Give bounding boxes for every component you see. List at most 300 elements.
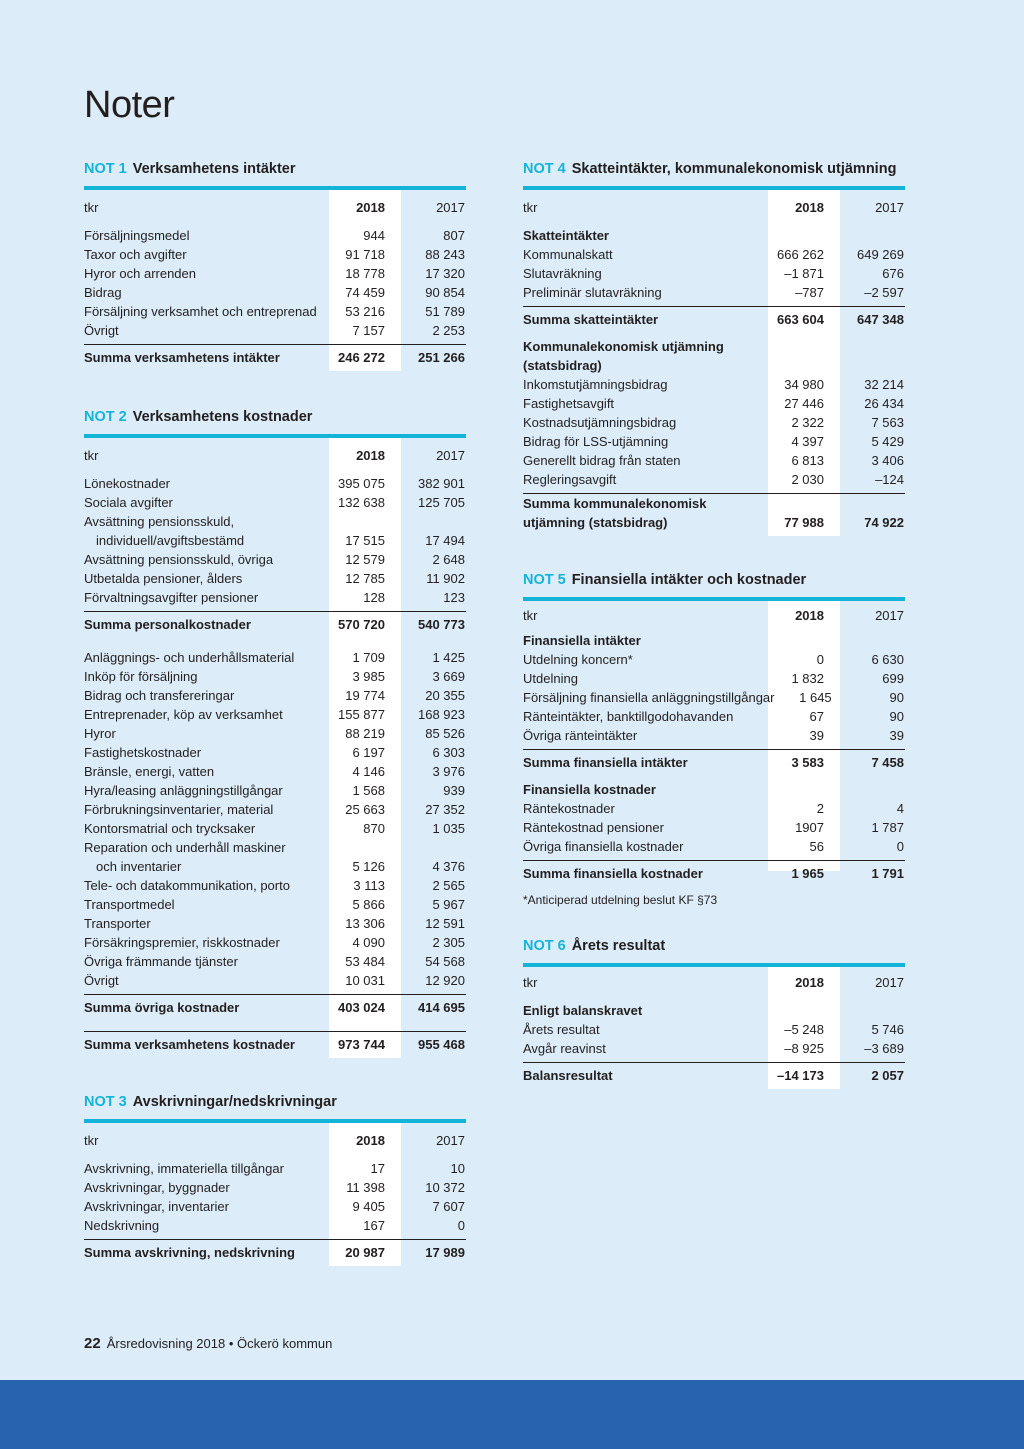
- row-label: Övriga finansiella kostnader: [523, 839, 684, 854]
- value-2017: 125 705: [418, 495, 465, 510]
- row-label: Försäkringspremier, riskkostnader: [84, 935, 280, 950]
- row-label: Ränteintäkter, banktillgodohavanden: [523, 709, 734, 724]
- header-unit: tkr: [84, 448, 99, 463]
- sum-row: [523, 306, 905, 333]
- note-table: [84, 1123, 466, 1266]
- sum-label: Summa kommunalekonomisk: [523, 496, 707, 511]
- header-year-2018: 2018: [356, 1133, 385, 1148]
- bottom-band: [0, 1380, 1024, 1449]
- section-heading-cont: (statsbidrag): [523, 358, 602, 373]
- value-2018: 91 718: [345, 247, 385, 262]
- header-year-2018: 2018: [795, 608, 824, 623]
- value-2018: 4 397: [791, 434, 824, 449]
- value-2018: 944: [363, 228, 385, 243]
- table-row: [84, 838, 466, 857]
- table-row: [84, 1178, 466, 1197]
- table-row: [523, 688, 905, 707]
- row-label: Reparation och underhåll maskiner: [84, 840, 286, 855]
- value-2017: 4: [896, 801, 904, 816]
- value-2017: 54 568: [425, 954, 465, 969]
- row-label: Taxor och avgifter: [84, 247, 187, 262]
- value-2018: 666 262: [777, 247, 824, 262]
- value-2017: 939: [443, 783, 465, 798]
- sum-2018: 246 272: [338, 350, 385, 365]
- table-row: [84, 648, 466, 667]
- note-heading: [523, 569, 905, 601]
- table-row: [84, 819, 466, 838]
- note-number: NOT 6: [523, 938, 566, 954]
- table-row: [523, 283, 905, 302]
- table-row: [84, 321, 466, 340]
- value-2017: 3 976: [432, 764, 465, 779]
- value-2018: 0: [816, 652, 824, 667]
- sum-2017: 1 791: [871, 866, 904, 881]
- table-row: [523, 451, 905, 470]
- value-2017: 2 305: [432, 935, 465, 950]
- row-label: Inköp för försäljning: [84, 669, 198, 684]
- row-label: Regleringsavgift: [523, 472, 617, 487]
- table-row: [84, 705, 466, 724]
- note-title: Skatteintäkter, kommunalekonomisk utjämning: [571, 161, 897, 177]
- header-unit: tkr: [84, 200, 99, 215]
- value-2017: 5 967: [432, 897, 465, 912]
- row-label: Övrigt: [84, 323, 119, 338]
- value-2017: 11 902: [426, 571, 465, 586]
- table-row: [523, 245, 905, 264]
- header-year-2018: 2018: [356, 448, 385, 463]
- row-label: Sociala avgifter: [84, 495, 173, 510]
- value-2018: 25 663: [345, 802, 385, 817]
- value-2017: 12 920: [425, 973, 465, 988]
- row-label: Avskrivning, immateriella tillgångar: [84, 1161, 284, 1176]
- note-heading: [84, 1091, 466, 1123]
- note-table: [523, 601, 905, 907]
- note-table: [84, 190, 466, 371]
- row-label: Förbrukningsinventarier, material: [84, 802, 274, 817]
- value-2018: 5 126: [352, 859, 385, 874]
- value-2017: 12 591: [425, 916, 465, 931]
- header-unit: tkr: [84, 1133, 99, 1148]
- header-year-2017: 2017: [875, 608, 904, 623]
- value-2017: 1 787: [871, 820, 904, 835]
- value-2018: 155 877: [338, 707, 385, 722]
- value-2017: 5 746: [871, 1022, 904, 1037]
- header-year-2017: 2017: [875, 200, 904, 215]
- table-row: [523, 707, 905, 726]
- row-label: Försäljningsmedel: [84, 228, 190, 243]
- sum-2017: 7 458: [871, 755, 904, 770]
- sum-label: Summa avskrivning, nedskrivning: [84, 1245, 295, 1260]
- section-heading: Kommunalekonomisk utjämning: [523, 339, 724, 354]
- value-2018: 74 459: [345, 285, 385, 300]
- header-unit: tkr: [523, 975, 538, 990]
- row-label: Anläggnings- och underhållsmaterial: [84, 650, 295, 665]
- table-row: [84, 895, 466, 914]
- table-row: [84, 512, 466, 531]
- sum-2018: 3 583: [791, 755, 824, 770]
- value-2018: 67: [809, 709, 824, 724]
- table-row: [84, 876, 466, 895]
- section-heading: Enligt balanskravet: [523, 1003, 643, 1018]
- value-2018: 870: [363, 821, 385, 836]
- header-year-2017: 2017: [436, 200, 465, 215]
- value-2018: –8 925: [784, 1041, 824, 1056]
- value-2018: 9 405: [352, 1199, 385, 1214]
- header-year-2018: 2018: [795, 975, 824, 990]
- value-2017: 2 565: [432, 878, 465, 893]
- sum-2018: 20 987: [345, 1245, 385, 1260]
- row-label: Kommunalskatt: [523, 247, 613, 262]
- sum-2017: 2 057: [871, 1068, 904, 1083]
- sum-2017: 647 348: [857, 312, 904, 327]
- total-row: [84, 1031, 466, 1058]
- row-label: Övriga ränteintäkter: [523, 728, 638, 743]
- sum-2017: 74 922: [864, 515, 904, 530]
- sum-label: Summa övriga kostnader: [84, 1000, 240, 1015]
- value-2018: 167: [363, 1218, 385, 1233]
- table-row: [84, 914, 466, 933]
- page-footer: [84, 1335, 332, 1352]
- value-2017: 2 253: [432, 323, 465, 338]
- row-label: Avgår reavinst: [523, 1041, 606, 1056]
- table-row: [84, 550, 466, 569]
- table-header: [523, 601, 905, 631]
- note-table: [84, 438, 466, 1058]
- table-row: [84, 971, 466, 990]
- value-2018: 53 484: [345, 954, 385, 969]
- value-2017: 6 630: [871, 652, 904, 667]
- row-label: Kontorsmatrial och trycksaker: [84, 821, 256, 836]
- row-label: Avsättning pensionsskuld,: [84, 514, 235, 529]
- value-2017: 168 923: [418, 707, 465, 722]
- sum-row: [84, 611, 466, 638]
- note-heading: [523, 158, 905, 190]
- page-number: 22: [84, 1335, 101, 1352]
- value-2018: 2: [816, 801, 824, 816]
- note-number: NOT 5: [523, 572, 566, 588]
- value-2017: 51 789: [425, 304, 465, 319]
- value-2017: 4 376: [432, 859, 465, 874]
- value-2017: –124: [875, 472, 904, 487]
- value-2018: 1 832: [791, 671, 824, 686]
- note-table: [523, 190, 905, 536]
- value-2017: 1 035: [432, 821, 465, 836]
- sum-2018: 663 604: [777, 312, 824, 327]
- note-6: [523, 935, 905, 1089]
- value-2017: 0: [457, 1218, 465, 1233]
- row-label: Generellt bidrag från staten: [523, 453, 681, 468]
- row-label: Förvaltningsavgifter pensioner: [84, 590, 259, 605]
- note-5: [523, 569, 905, 907]
- row-label: Räntekostnad pensioner: [523, 820, 664, 835]
- header-unit: tkr: [523, 608, 538, 623]
- table-row: [523, 1039, 905, 1058]
- value-2018: 34 980: [784, 377, 824, 392]
- header-year-2017: 2017: [436, 1133, 465, 1148]
- header-year-2018: 2018: [356, 200, 385, 215]
- table-row: [523, 818, 905, 837]
- sum-label: Summa verksamhetens intäkter: [84, 350, 280, 365]
- row-label: Transportmedel: [84, 897, 175, 912]
- total-2017: 955 468: [418, 1037, 465, 1052]
- value-2018: 1907: [795, 820, 824, 835]
- row-label: Avsättning pensionsskuld, övriga: [84, 552, 274, 567]
- value-2018: –787: [795, 285, 824, 300]
- header-year-2018: 2018: [795, 200, 824, 215]
- value-2018: 2 322: [791, 415, 824, 430]
- table-row: [84, 531, 466, 550]
- value-2017: 6 303: [432, 745, 465, 760]
- value-2018: 128: [363, 590, 385, 605]
- table-row: [84, 1159, 466, 1178]
- table-row: [84, 302, 466, 321]
- row-label: Slutavräkning: [523, 266, 602, 281]
- row-label: Övriga främmande tjänster: [84, 954, 238, 969]
- value-2017: 382 901: [418, 476, 465, 491]
- note-number: NOT 2: [84, 409, 127, 425]
- value-2018: 3 985: [352, 669, 385, 684]
- row-label: Räntekostnader: [523, 801, 615, 816]
- value-2017: 39: [889, 728, 904, 743]
- value-2017: 26 434: [864, 396, 904, 411]
- table-row: [84, 474, 466, 493]
- value-2018: –5 248: [784, 1022, 824, 1037]
- value-2018: 132 638: [338, 495, 385, 510]
- table-row: [84, 264, 466, 283]
- value-2018: 4 090: [352, 935, 385, 950]
- value-2017: [393, 512, 466, 531]
- value-2017: 88 243: [425, 247, 465, 262]
- note-table: [523, 967, 905, 1089]
- value-2017: 2 648: [432, 552, 465, 567]
- section-heading: Skatteintäkter: [523, 228, 609, 243]
- value-2018: 53 216: [345, 304, 385, 319]
- table-row: [523, 650, 905, 669]
- sum-2018: 1 965: [791, 866, 824, 881]
- sum-2017: 17 989: [425, 1245, 465, 1260]
- sum-row: [84, 1239, 466, 1266]
- sum-2017: 251 266: [418, 350, 465, 365]
- row-label: och inventarier: [96, 859, 182, 874]
- table-row: [523, 837, 905, 856]
- note-title: Verksamhetens intäkter: [132, 161, 296, 177]
- note-2: [84, 406, 466, 1058]
- total-2018: 973 744: [338, 1037, 385, 1052]
- row-label: Årets resultat: [523, 1022, 600, 1037]
- row-label: Fastighetsavgift: [523, 396, 615, 411]
- table-header: [523, 190, 905, 226]
- table-row: [84, 781, 466, 800]
- value-2017: 17 494: [425, 533, 465, 548]
- row-label: Utdelning: [523, 671, 578, 686]
- sum-2018: 77 988: [784, 515, 824, 530]
- row-label: Hyror och arrenden: [84, 266, 196, 281]
- table-row: [84, 569, 466, 588]
- table-row: [84, 1216, 466, 1235]
- value-2018: 13 306: [345, 916, 385, 931]
- value-2018: 1 709: [352, 650, 385, 665]
- row-label: Bidrag för LSS-utjämning: [523, 434, 669, 449]
- value-2017: 7 563: [871, 415, 904, 430]
- row-label: Bidrag: [84, 285, 122, 300]
- table-row: [84, 952, 466, 971]
- note-heading: [84, 158, 466, 190]
- sum-row: [523, 493, 905, 536]
- value-2018: 12 579: [345, 552, 385, 567]
- row-label: Entreprenader, köp av verksamhet: [84, 707, 283, 722]
- value-2017: 90: [889, 709, 904, 724]
- table-row: [84, 933, 466, 952]
- value-2018: 6 197: [352, 745, 385, 760]
- value-2017: 5 429: [871, 434, 904, 449]
- table-header: [84, 438, 466, 474]
- note-title: Verksamhetens kostnader: [132, 409, 313, 425]
- table-row: [84, 667, 466, 686]
- value-2018: 18 778: [345, 266, 385, 281]
- row-label: Preliminär slutavräkning: [523, 285, 662, 300]
- value-2018: 395 075: [338, 476, 385, 491]
- value-2017: 10: [450, 1161, 465, 1176]
- value-2017: 20 355: [425, 688, 465, 703]
- value-2018: 7 157: [352, 323, 385, 338]
- table-row: [523, 264, 905, 283]
- value-2018: 1 568: [352, 783, 385, 798]
- sum-2017: 414 695: [418, 1000, 465, 1015]
- row-label: individuell/avgiftsbestämd: [96, 533, 245, 548]
- row-label: Försäljning verksamhet och entreprenad: [84, 304, 317, 319]
- table-row: [84, 724, 466, 743]
- row-label: Hyra/leasing anläggningstillgångar: [84, 783, 283, 798]
- footnote: *Anticiperad utdelning beslut KF §73: [523, 893, 718, 907]
- table-row: [523, 413, 905, 432]
- value-2017: –2 597: [864, 285, 904, 300]
- table-header: [84, 1123, 466, 1159]
- value-2017: [393, 838, 466, 857]
- value-2017: 90 854: [425, 285, 465, 300]
- table-header: [523, 967, 905, 999]
- note-3: [84, 1091, 466, 1266]
- table-row: [84, 588, 466, 607]
- value-2018: 1 645: [799, 690, 832, 705]
- table-row: [523, 394, 905, 413]
- value-2017: 0: [896, 839, 904, 854]
- table-row: [84, 245, 466, 264]
- row-label: Utdelning koncern*: [523, 652, 633, 667]
- sum-label: Summa finansiella intäkter: [523, 755, 688, 770]
- value-2018: 6 813: [791, 453, 824, 468]
- value-2017: 807: [443, 228, 465, 243]
- table-row: [84, 226, 466, 245]
- footer-text: Årsredovisning 2018 • Öckerö kommun: [106, 1336, 333, 1351]
- table-row: [523, 799, 905, 818]
- note-heading: [84, 406, 466, 438]
- note-number: NOT 4: [523, 161, 566, 177]
- sum-label: Summa skatteintäkter: [523, 312, 659, 327]
- table-row: [523, 470, 905, 489]
- value-2017: 17 320: [425, 266, 465, 281]
- value-2018: 10 031: [345, 973, 385, 988]
- value-2018: 39: [809, 728, 824, 743]
- note-number: NOT 3: [84, 1094, 127, 1110]
- table-row: [84, 800, 466, 819]
- row-label: Nedskrivning: [84, 1218, 160, 1233]
- value-2018: 17: [370, 1161, 385, 1176]
- header-year-2017: 2017: [436, 448, 465, 463]
- value-2017: 32 214: [864, 377, 904, 392]
- table-row: [523, 669, 905, 688]
- value-2017: 699: [882, 671, 904, 686]
- row-label: Hyror: [84, 726, 116, 741]
- row-label: Bidrag och transfereringar: [84, 688, 235, 703]
- sum-label: Summa finansiella kostnader: [523, 866, 703, 881]
- note-1: [84, 158, 466, 371]
- value-2017: 676: [882, 266, 904, 281]
- value-2018: 56: [809, 839, 824, 854]
- row-label: Tele- och datakommunikation, porto: [84, 878, 290, 893]
- value-2018: 19 774: [345, 688, 385, 703]
- table-row: [84, 1197, 466, 1216]
- row-label: Fastighetskostnader: [84, 745, 202, 760]
- table-row: [84, 283, 466, 302]
- note-title: Årets resultat: [571, 938, 666, 954]
- sum-row: [523, 1062, 905, 1089]
- row-label: Bränsle, energi, vatten: [84, 764, 215, 779]
- header-unit: tkr: [523, 200, 538, 215]
- section-heading: Finansiella intäkter: [523, 633, 641, 648]
- value-2017: 1 425: [432, 650, 465, 665]
- value-2017: 7 607: [432, 1199, 465, 1214]
- sum-2018: 570 720: [338, 617, 385, 632]
- table-header: [84, 190, 466, 226]
- value-2018: 4 146: [352, 764, 385, 779]
- sum-row: [523, 860, 905, 887]
- sum-label: Balansresultat: [523, 1068, 613, 1083]
- value-2017: 123: [443, 590, 465, 605]
- sum-2018: –14 173: [777, 1068, 824, 1083]
- table-row: [84, 686, 466, 705]
- note-number: NOT 1: [84, 161, 127, 177]
- value-2018: 27 446: [784, 396, 824, 411]
- table-row: [84, 857, 466, 876]
- sum-row: [523, 749, 905, 776]
- table-row: [84, 762, 466, 781]
- value-2017: 27 352: [425, 802, 465, 817]
- header-year-2017: 2017: [875, 975, 904, 990]
- row-label: Utbetalda pensioner, ålders: [84, 571, 243, 586]
- sum-row: [84, 344, 466, 371]
- value-2018: 5 866: [352, 897, 385, 912]
- table-row: [523, 375, 905, 394]
- note-4: [523, 158, 905, 536]
- value-2017: 85 526: [425, 726, 465, 741]
- value-2017: 3 406: [871, 453, 904, 468]
- value-2018: [321, 512, 393, 531]
- value-2018: –1 871: [784, 266, 824, 281]
- value-2017: 649 269: [857, 247, 904, 262]
- row-label: Inkomstutjämningsbidrag: [523, 377, 668, 392]
- value-2018: 88 219: [345, 726, 385, 741]
- row-label: Kostnadsutjämningsbidrag: [523, 415, 677, 430]
- sum-row: [84, 994, 466, 1021]
- section-heading: Finansiella kostnader: [523, 782, 656, 797]
- value-2017: 90: [889, 690, 904, 705]
- page-title: Noter: [84, 84, 175, 126]
- value-2017: 3 669: [432, 669, 465, 684]
- note-title: Avskrivningar/nedskrivningar: [132, 1094, 337, 1110]
- value-2017: 10 372: [425, 1180, 465, 1195]
- value-2018: 11 398: [346, 1180, 385, 1195]
- row-label: Avskrivningar, byggnader: [84, 1180, 230, 1195]
